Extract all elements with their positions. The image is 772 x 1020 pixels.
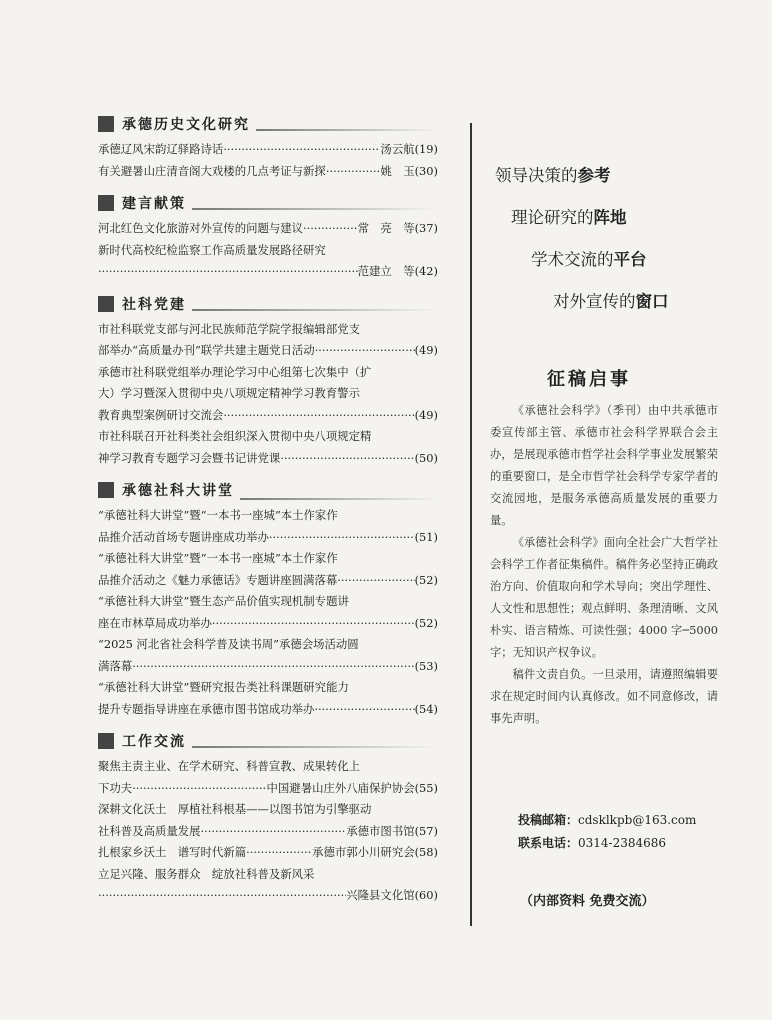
entry-page: (49): [414, 407, 438, 422]
entry-page: (57): [414, 823, 438, 838]
entry-title: “2025 河北省社会科学普及读书周”承德会场活动圆: [98, 637, 359, 651]
column-divider: [470, 123, 472, 926]
section-marker-icon: [98, 195, 114, 211]
section-title: 承德历史文化研究: [122, 117, 250, 133]
entry-page: (19): [414, 142, 438, 156]
entry-page: (55): [414, 780, 438, 795]
leader-dots: [223, 139, 380, 161]
entry-author: 范建立 等: [357, 264, 415, 278]
leader-dots: [269, 527, 415, 549]
entry-title: 有关避暑山庄清音阁大戏楼的几点考证与新探: [98, 163, 326, 178]
toc-entry[interactable]: [98, 634, 438, 677]
entry-page: (37): [414, 221, 438, 235]
toc-entry[interactable]: [98, 842, 438, 864]
entry-title: 市社科联召开社科类社会组织深入贯彻中央八项规定精: [98, 429, 372, 443]
email-address[interactable]: cdsklkpb@163.com: [578, 813, 697, 827]
toc-entry-line: [98, 426, 438, 448]
toc-entry-line: [98, 405, 438, 427]
toc-entry-line: [98, 570, 438, 592]
entry-title: 满落幕: [98, 658, 133, 673]
entry-author: 兴隆县文化馆: [346, 888, 415, 902]
leader-dots: [246, 842, 312, 864]
leader-dots: [201, 821, 347, 843]
leader-dots: [98, 885, 346, 907]
section-rule: [192, 208, 438, 210]
toc-section: [98, 730, 438, 907]
slogan-4: 对外宣传的窗口: [553, 292, 669, 311]
section-rule: [256, 129, 438, 131]
phone-number: 0314-2384686: [578, 836, 667, 850]
entry-page: (52): [414, 572, 438, 587]
entry-title: 扎根家乡沃土 谱写时代新篇: [98, 845, 247, 859]
entry-title: 立足兴隆、服务群众 绽放社科普及新风采: [98, 866, 315, 881]
call-for-papers-title: 征稿启事: [547, 369, 631, 390]
toc-entry-line: [98, 656, 438, 678]
entry-page: (49): [414, 343, 438, 357]
toc-entry-line: [98, 261, 438, 283]
toc-entry-line: [98, 527, 438, 549]
entry-title: 承德辽风宋韵辽驿路诗话: [98, 142, 224, 156]
toc-entry-line: [98, 319, 438, 341]
toc-entry[interactable]: [98, 240, 438, 283]
section-marker-icon: [98, 482, 114, 498]
entry-page: (50): [414, 450, 438, 465]
toc-entry-line: [98, 362, 438, 384]
toc-entry[interactable]: [98, 319, 438, 362]
entry-title: 深耕文化沃土 厚植社科根基——以图书馆为引擎驱动: [98, 802, 372, 816]
toc-entry[interactable]: [98, 426, 438, 469]
entry-page: (51): [414, 529, 438, 544]
notice-paragraph: 《承德社会科学》（季刊）由中共承德市委宣传部主管、承德市社会科学界联合会主办，是展现承德市哲学社会科学事业发展繁荣的重要窗口，是全市哲学社会科学专家学者的交流园地，是服务承德高质量发展的重要力量。: [490, 404, 718, 527]
leader-dots: [132, 656, 414, 678]
call-for-papers-body: [490, 400, 718, 730]
toc-entry-line: [98, 383, 438, 405]
leader-dots: [303, 218, 358, 240]
entry-title: “承德社科大讲堂”暨“一本书一座城”本土作家作: [98, 508, 338, 522]
toc-entry-line: [98, 218, 438, 240]
slogan-2: 理论研究的阵地: [511, 208, 627, 227]
entry-title: “承德社科大讲堂”暨研究报告类社科课题研究能力: [98, 680, 349, 694]
toc-entry-line: [98, 842, 438, 864]
entry-title: 河北红色文化旅游对外宣传的问题与建议: [98, 221, 304, 235]
entry-title: 大）学习暨深入贯彻中央八项规定精神学习教育警示: [98, 386, 360, 400]
table-of-contents: [98, 113, 438, 917]
leader-dots: [223, 405, 414, 427]
entry-title: 神学习教育专题学习会暨书记讲党课: [98, 450, 281, 465]
leader-dots: [212, 613, 415, 635]
toc-entry[interactable]: [98, 756, 438, 799]
section-header: [98, 192, 438, 214]
toc-section: [98, 113, 438, 182]
section-header: [98, 113, 438, 135]
notice-paragraph: 《承德社会科学》面向全社会广大哲学社会科学工作者征集稿件。稿件务必坚持正确政治方向、价值取向和学术导向；突出学理性、人文性和思想性；观点鲜明、条理清晰、文风朴实、语言精炼、可读性强；4000 字─5000 字；无知识产权争议。: [490, 536, 718, 659]
entry-title: 下功夫: [98, 780, 133, 795]
leader-dots: [132, 778, 266, 800]
toc-entry-line: [98, 340, 438, 362]
leader-dots: [280, 448, 414, 470]
entry-author: 承德市郭小川研究会: [312, 845, 415, 859]
internal-material-note: （内部资料 免费交流）: [520, 894, 655, 909]
slogans: [495, 157, 745, 327]
entry-author: 姚 玉: [380, 163, 415, 178]
email-label: 投稿邮箱：: [518, 813, 579, 827]
entry-title: 教育典型案例研讨交流会: [98, 407, 224, 422]
entry-title: 社科普及高质量发展: [98, 823, 201, 838]
section-marker-icon: [98, 296, 114, 312]
toc-section: [98, 293, 438, 470]
entry-author: 承德市图书馆: [346, 823, 415, 838]
phone-label: 联系电话：: [518, 836, 579, 850]
leader-dots: [326, 161, 381, 183]
toc-entry-line: [98, 864, 438, 886]
toc-entry-line: [98, 139, 438, 161]
entry-title: 部举办“高质量办刊”联学共建主题党日活动: [98, 343, 315, 357]
entry-author: 汤云航: [380, 142, 415, 156]
entry-author: 中国避暑山庄外八庙保护协会: [266, 780, 415, 795]
entry-title: 品推介活动首场专题讲座成功举办: [98, 529, 269, 544]
entry-page: (54): [414, 701, 438, 716]
toc-entry[interactable]: [98, 505, 438, 548]
entry-title: 承德市社科联党组举办理论学习中心组第七次集中（扩: [98, 364, 372, 379]
entry-page: (53): [414, 658, 438, 673]
toc-entry-line: [98, 591, 438, 613]
entry-title: 座在市林草局成功举办: [98, 615, 212, 630]
section-title: 建言献策: [122, 196, 186, 212]
toc-section: [98, 192, 438, 283]
section-marker-icon: [98, 733, 114, 749]
toc-entry-line: [98, 778, 438, 800]
toc-entry-line: [98, 756, 438, 778]
toc-entry-line: [98, 240, 438, 262]
entry-page: (30): [414, 163, 438, 178]
entry-title: 市社科联党支部与河北民族师范学院学报编辑部党支: [98, 321, 360, 336]
entry-title: 品推介活动之《魅力承德话》专题讲座圆满落幕: [98, 572, 338, 587]
toc-entry-line: [98, 799, 438, 821]
toc-entry-line: [98, 448, 438, 470]
section-marker-icon: [98, 116, 114, 132]
toc-entry[interactable]: [98, 591, 438, 634]
section-rule: [240, 498, 438, 500]
section-header: [98, 730, 438, 752]
toc-entry-line: [98, 885, 438, 907]
toc-entry[interactable]: [98, 799, 438, 842]
entry-title: “承德社科大讲堂”暨“一本书一座城”本土作家作: [98, 551, 338, 565]
entry-title: “承德社科大讲堂”暨生态产品价值实现机制专题讲: [98, 594, 349, 608]
leader-dots: [314, 699, 414, 721]
email-line: [518, 811, 696, 828]
toc-entry-line: [98, 821, 438, 843]
toc-entry-line: [98, 505, 438, 527]
toc-entry[interactable]: [98, 161, 438, 183]
section-title: 工作交流: [122, 734, 186, 750]
section-title: 承德社科大讲堂: [122, 483, 234, 499]
toc-entry-line: [98, 634, 438, 656]
leader-dots: [315, 340, 415, 362]
toc-entry-line: [98, 161, 438, 183]
section-rule: [192, 746, 438, 748]
toc-entry[interactable]: [98, 864, 438, 907]
entry-page: (58): [414, 845, 438, 859]
toc-entry-line: [98, 677, 438, 699]
entry-title: 提升专题指导讲座在承德市图书馆成功举办: [98, 701, 315, 716]
slogan-3: 学术交流的平台: [531, 250, 647, 269]
leader-dots: [98, 261, 358, 283]
entry-title: 聚焦主责主业、在学术研究、科普宣教、成果转化上: [98, 759, 360, 773]
entry-page: (60): [414, 888, 438, 902]
toc-entry-line: [98, 548, 438, 570]
entry-page: (52): [414, 615, 438, 630]
section-header: [98, 479, 438, 501]
phone-line: [518, 834, 666, 851]
toc-entry[interactable]: [98, 139, 438, 161]
toc-entry[interactable]: [98, 677, 438, 720]
section-header: [98, 293, 438, 315]
slogan-1: 领导决策的参考: [495, 166, 611, 185]
entry-author: 常 亮 等: [357, 221, 415, 235]
toc-entry[interactable]: [98, 548, 438, 591]
toc-entry-line: [98, 699, 438, 721]
toc-entry[interactable]: [98, 218, 438, 240]
toc-entry[interactable]: [98, 362, 438, 427]
section-title: 社科党建: [122, 296, 186, 313]
entry-page: (42): [414, 264, 438, 278]
toc-entry-line: [98, 613, 438, 635]
entry-title: 新时代高校纪检监察工作高质量发展路径研究: [98, 242, 326, 257]
toc-section: [98, 479, 438, 720]
section-rule: [192, 309, 438, 311]
leader-dots: [337, 570, 414, 592]
notice-paragraph: 稿件文责自负。一旦录用，请遵照编辑要求在规定时间内认真修改。如不同意修改，请事先声明。: [490, 668, 718, 725]
